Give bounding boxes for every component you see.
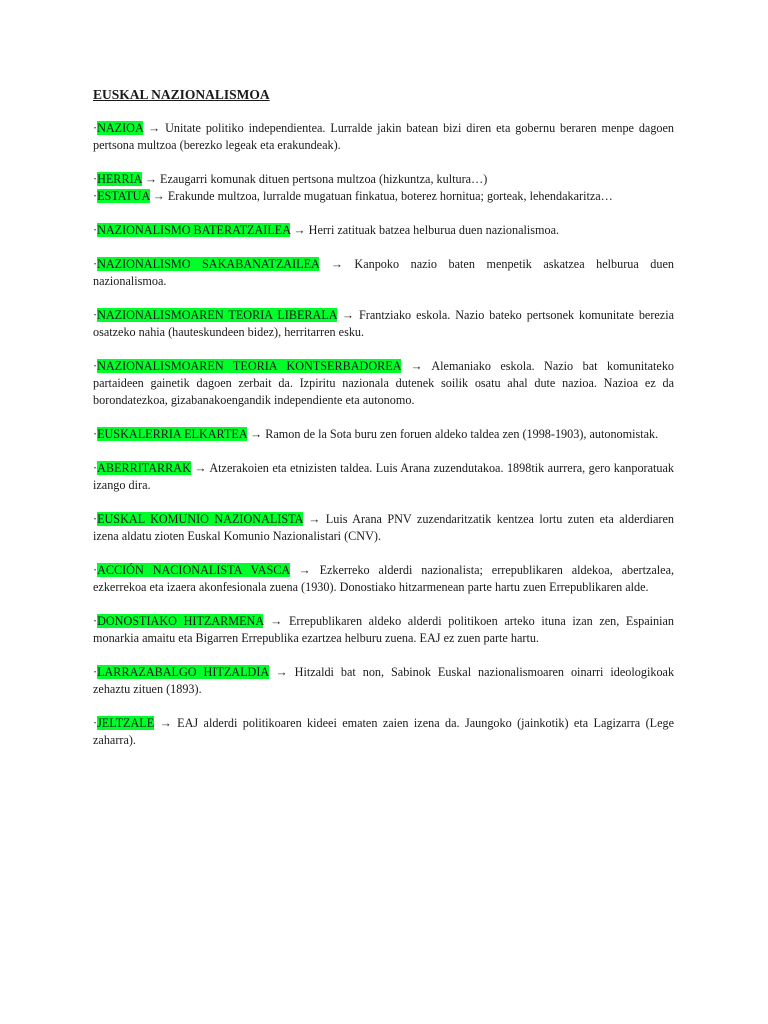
entry-definition: Ezaugarri komunak dituen pertsona multzoa (hizkuntza, kultura…)	[160, 172, 488, 186]
entry-definition: Unitate politiko independientea. Lurralde jakin batean bizi diren eta gobernu beraren menpe dagoen pertsona multzoa (berezko legeak eta erakundeak).	[93, 121, 675, 152]
entry-definition: Frantziako eskola. Nazio bateko pertsonek komunitate berezia osatzeko nahia (hauteskundeen bidez), herritarren esku.	[93, 308, 674, 339]
entry-definition: Ramon de la Sota buru zen foruen aldeko taldea zen (1998-1903), autonomistak.	[265, 427, 659, 441]
term-highlight: NAZIONALISMOAREN TEORIA KONTSERBADOREA	[97, 359, 401, 373]
entry-teoria-liberala: ·NAZIONALISMOAREN TEORIA LIBERALA → Frantziako eskola. Nazio bateko pertsonek komunitate berezia osatzeko nahia (hauteskundeen bidez), herritarren esku.	[93, 308, 674, 339]
entry-nazionalismo-bateratzailea: ·NAZIONALISMO BATERATZAILEA → Herri zatituak batzea helburua duen nazionalismoa.	[93, 223, 560, 237]
entry-jeltzale: ·JELTZALE → EAJ alderdi politikoaren kideei ematen zaien izena da. Jaungoko (jainkotik) eta Lagizarra (Lege zaharra).	[93, 716, 675, 747]
arrow-glyph: →	[275, 665, 288, 679]
term-highlight: JELTZALE	[97, 716, 155, 730]
arrow-glyph: →	[144, 172, 157, 186]
arrow-glyph: →	[330, 257, 343, 271]
arrow-glyph: →	[341, 308, 355, 322]
arrow-glyph: →	[298, 563, 311, 577]
document-title: EUSKAL NAZIONALISMOA	[93, 87, 270, 102]
entry-definition: Errepublikaren aldeko alderdi politikoen arteko ituna izan zen, Espainian monarkia amaitu eta Bigarren Errepublika ezartzea helburu zuena. EAJ ez zuen parte hartu.	[93, 614, 674, 645]
entry-estatua: ·ESTATUA → Erakunde multzoa, lurralde mugatuan finkatua, boterez hornitua; gorteak, lehendakaritza…	[93, 189, 613, 203]
entry-definition: Alemaniako eskola. Nazio bat komunitateko partaideen gainetik dagoen zerbait da. Izpiritu nazionala dutenek soilik osatu ahal dute nazioa. Nazioa ez da borondatezkoa, gizabanakoengandik independiente eta autonomo.	[93, 359, 675, 407]
entry-definition: Luis Arana PNV zuzendaritzatik kentzea lortu zuten eta alderdiaren izena aldatu zioten Euskal Komunio Nazionalistari (CNV).	[93, 512, 674, 543]
entry-definition: EAJ alderdi politikoaren kideei ematen zaien izena da. Jaungoko (jainkotik) eta Lagizarra (Lege zaharra).	[93, 716, 675, 747]
entry-accion-nacionalista-vasca: ·ACCIÓN NACIONALISTA VASCA → Ezkerreko alderdi nazionalista; errepublikaren aldekoa, abertzalea, ezkerrekoa eta izaera akonfesionala zuena (1930). Donostiako hitzarmenean parte hartu zuen Errepublikaren alde.	[93, 563, 675, 594]
arrow-glyph: →	[148, 121, 161, 135]
term-highlight: NAZIONALISMO BATERATZAILEA	[97, 223, 291, 237]
entry-definition: Atzerakoien eta etnizisten taldea. Luis Arana zuzendutakoa. 1898tik aurrera, gero kanporatuak izango dira.	[93, 461, 675, 492]
entry-euskalerria-elkartea: ·EUSKALERRIA ELKARTEA → Ramon de la Sota buru zen foruen aldeko taldea zen (1998-1903), autonomistak.	[93, 427, 659, 441]
arrow-glyph: →	[194, 461, 207, 475]
entry-herria: ·HERRIA → Ezaugarri komunak dituen pertsona multzoa (hizkuntza, kultura…)	[93, 172, 488, 186]
entry-definition: Ezkerreko alderdi nazionalista; errepublikaren aldekoa, abertzalea, ezkerrekoa eta izaera akonfesionala zuena (1930). Donostiako hitzarmenean parte hartu zuen Errepublikaren alde.	[93, 563, 675, 594]
term-highlight: LARRAZABALGO HITZALDIA	[97, 665, 269, 679]
entry-definition: Erakunde multzoa, lurralde mugatuan finkatua, boterez hornitua; gorteak, lehendakaritza…	[167, 189, 613, 203]
arrow-glyph: →	[152, 189, 165, 203]
entry-teoria-kontserbadorea: ·NAZIONALISMOAREN TEORIA KONTSERBADOREA → Alemaniako eskola. Nazio bat komunitateko partaideen gainetik dagoen zerbait da. Izpiritu nazionala dutenek soilik osatu ahal dute nazioa. Nazioa ez da borondatezkoa, gizabanakoengandik independiente eta autonomo.	[93, 359, 675, 407]
entry-euskal-komunio-nazionalista: ·EUSKAL KOMUNIO NAZIONALISTA → Luis Arana PNV zuzendaritzatik kentzea lortu zuten eta alderdiaren izena aldatu zioten Euskal Komunio Nazionalistari (CNV).	[93, 512, 674, 543]
document-page	[93, 86, 674, 766]
entry-donostiako-hitzarmena: ·DONOSTIAKO HITZARMENA → Errepublikaren aldeko alderdi politikoen arteko ituna izan zen, Espainian monarkia amaitu eta Bigarren Errepublika ezartzea helburu zuena. EAJ ez zuen parte hartu.	[93, 614, 674, 645]
entry-definition: Herri zatituak batzea helburua duen nazionalismoa.	[308, 223, 560, 237]
entry-nazionalismo-sakabanatzailea: ·NAZIONALISMO SAKABANATZAILEA → Kanpoko nazio baten menpetik askatzea helburua duen nazionalismoa.	[93, 257, 674, 288]
term-highlight: DONOSTIAKO HITZARMENA	[97, 614, 264, 628]
entry-definition: Kanpoko nazio baten menpetik askatzea helburua duen nazionalismoa.	[93, 257, 674, 288]
term-highlight: NAZIONALISMOAREN TEORIA LIBERALA	[97, 308, 337, 322]
term-highlight: EUSKALERRIA ELKARTEA	[97, 427, 247, 441]
term-highlight: NAZIOA	[97, 121, 144, 135]
arrow-glyph: →	[293, 223, 306, 237]
term-highlight: NAZIONALISMO SAKABANATZAILEA	[97, 257, 320, 271]
term-highlight: ACCIÓN NACIONALISTA VASCA	[97, 563, 290, 577]
entry-aberritarrak: ·ABERRITARRAK → Atzerakoien eta etnizisten taldea. Luis Arana zuzendutakoa. 1898tik aurrera, gero kanporatuak izango dira.	[93, 461, 675, 492]
term-highlight: EUSKAL KOMUNIO NAZIONALISTA	[97, 512, 303, 526]
term-highlight: ESTATUA	[97, 189, 150, 203]
term-highlight: ABERRITARRAK	[97, 461, 191, 475]
entry-larrazabalgo-hitzaldia: ·LARRAZABALGO HITZALDIA → Hitzaldi bat non, Sabinok Euskal nazionalismoaren oinarri ideologikoak zehaztu zituen (1893).	[93, 665, 675, 696]
arrow-glyph: →	[308, 512, 321, 526]
entry-nazioa: ·NAZIOA → Unitate politiko independientea. Lurralde jakin batean bizi diren eta gobernu beraren menpe dagoen pertsona multzoa (berezko legeak eta erakundeak).	[93, 121, 675, 152]
arrow-glyph: →	[250, 427, 263, 441]
arrow-glyph: →	[410, 359, 423, 373]
term-highlight: HERRIA	[97, 172, 142, 186]
arrow-glyph: →	[270, 614, 283, 628]
arrow-glyph: →	[159, 716, 172, 730]
entry-definition: Hitzaldi bat non, Sabinok Euskal nazionalismoaren oinarri ideologikoak zehaztu zituen (1893).	[93, 665, 675, 696]
